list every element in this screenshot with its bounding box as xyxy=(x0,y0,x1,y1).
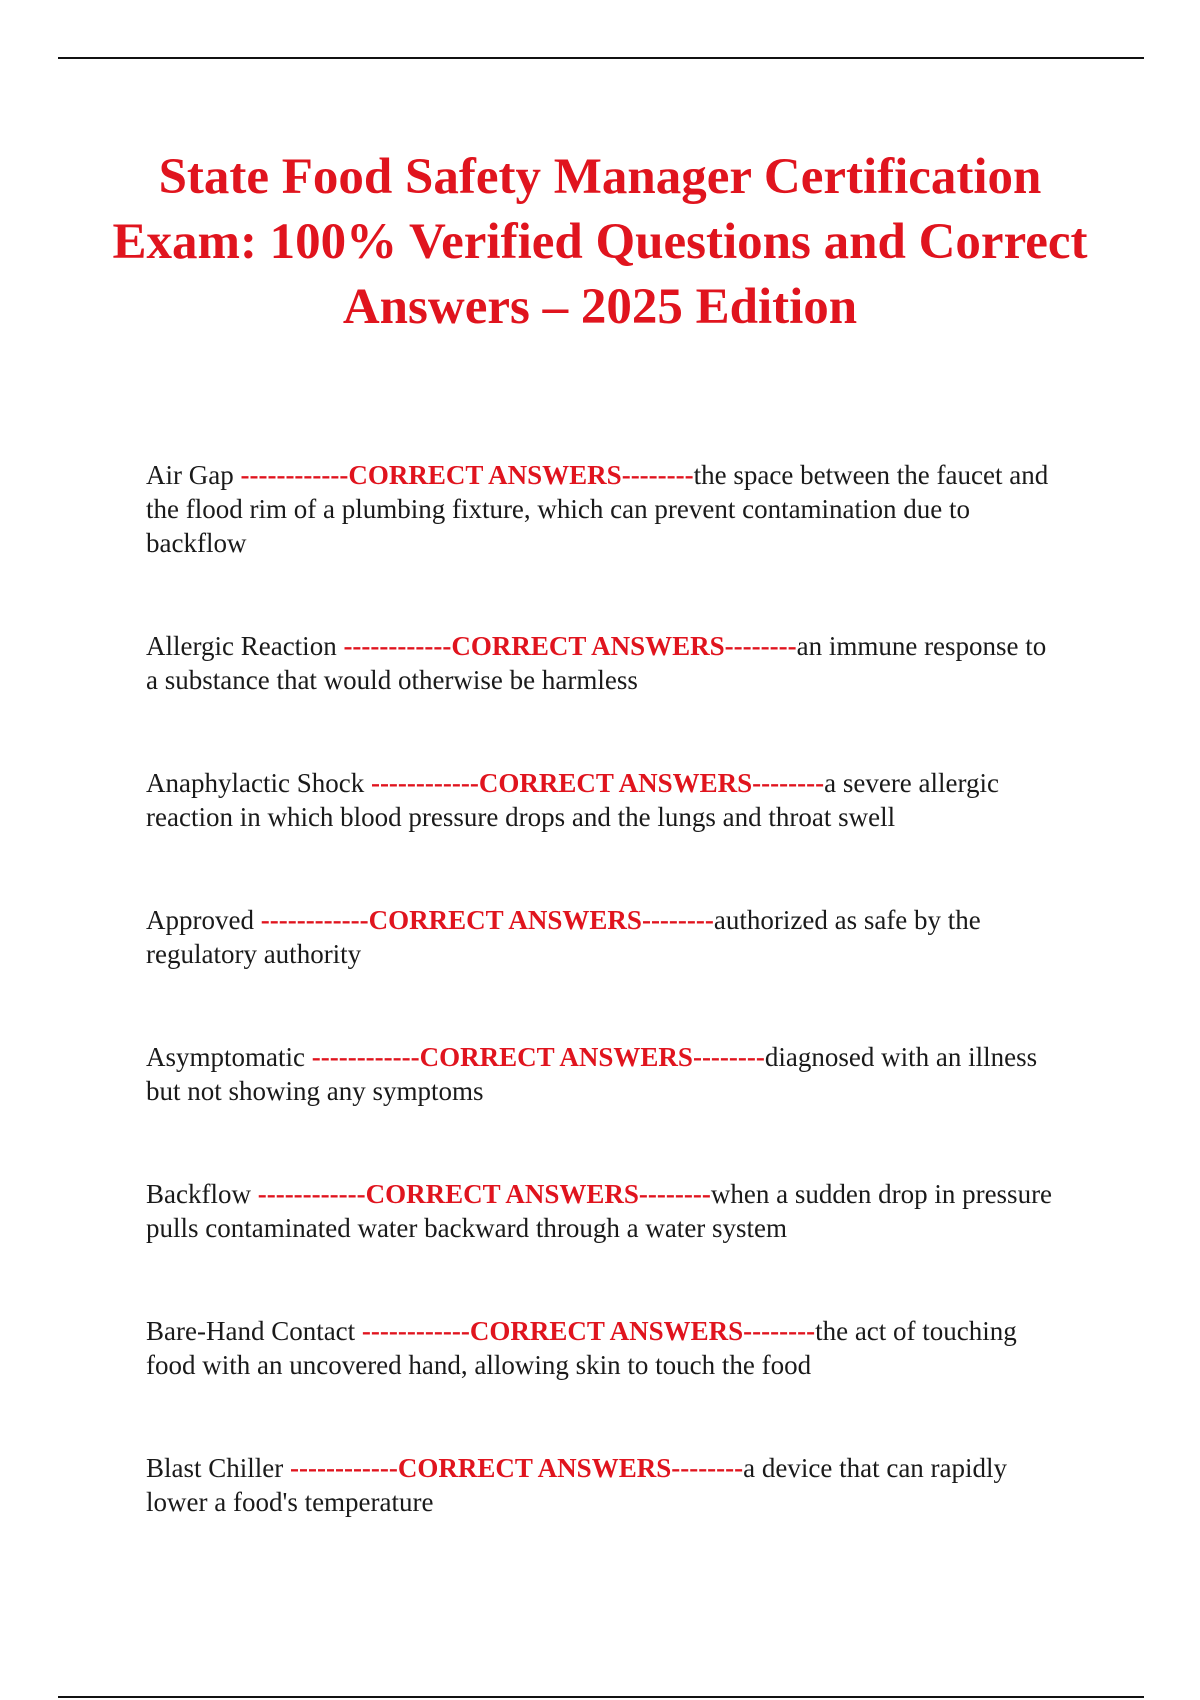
entry-term: Anaphylactic Shock xyxy=(146,768,365,798)
entry-definition: a device that can rapidly lower a food's temperature xyxy=(146,1453,1008,1517)
entry-term: Air Gap xyxy=(146,460,234,490)
entry-definition: the space between the faucet and the flood rim of a plumbing fixture, which can prevent contamination due to backflow xyxy=(146,460,1049,558)
correct-answers-separator: ------------CORRECT ANSWERS-------- xyxy=(290,1453,744,1483)
entry-definition: authorized as safe by the regulatory authority xyxy=(146,905,981,969)
definition-entry xyxy=(146,458,1061,560)
entry-term: Asymptomatic xyxy=(146,1042,305,1072)
definition-entry xyxy=(146,903,1061,971)
correct-answers-separator: ------------CORRECT ANSWERS-------- xyxy=(361,1316,816,1346)
correct-answers-separator: ------------CORRECT ANSWERS-------- xyxy=(240,460,694,490)
entry-definition: an immune response to a substance that would otherwise be harmless xyxy=(146,631,1047,695)
definition-entry xyxy=(146,1040,1061,1108)
correct-answers-separator: ------------CORRECT ANSWERS-------- xyxy=(257,1179,711,1209)
entry-term: Bare-Hand Contact xyxy=(146,1316,356,1346)
bottom-rule xyxy=(58,1696,1144,1698)
document-title: State Food Safety Manager Certification Exam: 100% Verified Questions and Correct Answers – 2025 Edition xyxy=(112,149,1088,335)
definition-entry xyxy=(146,766,1061,834)
definition-entry xyxy=(146,1314,1061,1382)
entry-term: Approved xyxy=(146,905,254,935)
entry-term: Allergic Reaction xyxy=(146,631,337,661)
entry-term: Blast Chiller xyxy=(146,1453,284,1483)
correct-answers-separator: ------------CORRECT ANSWERS-------- xyxy=(343,631,797,661)
correct-answers-separator: ------------CORRECT ANSWERS-------- xyxy=(370,768,825,798)
entry-definition: a severe allergic reaction in which blood pressure drops and the lungs and throat swell xyxy=(146,768,1000,832)
entry-definition: the act of touching food with an uncovered hand, allowing skin to touch the food xyxy=(146,1316,1017,1380)
definitions-list xyxy=(146,458,1061,1519)
correct-answers-separator: ------------CORRECT ANSWERS-------- xyxy=(260,905,714,935)
definition-entry xyxy=(146,629,1061,697)
correct-answers-separator: ------------CORRECT ANSWERS-------- xyxy=(311,1042,765,1072)
entry-definition: when a sudden drop in pressure pulls contaminated water backward through a water system xyxy=(146,1179,1053,1243)
entry-term: Backflow xyxy=(146,1179,251,1209)
entry-definition: diagnosed with an illness but not showing any symptoms xyxy=(146,1042,1038,1106)
top-rule xyxy=(58,57,1144,59)
definition-entry xyxy=(146,1177,1061,1245)
definition-entry xyxy=(146,1451,1061,1519)
